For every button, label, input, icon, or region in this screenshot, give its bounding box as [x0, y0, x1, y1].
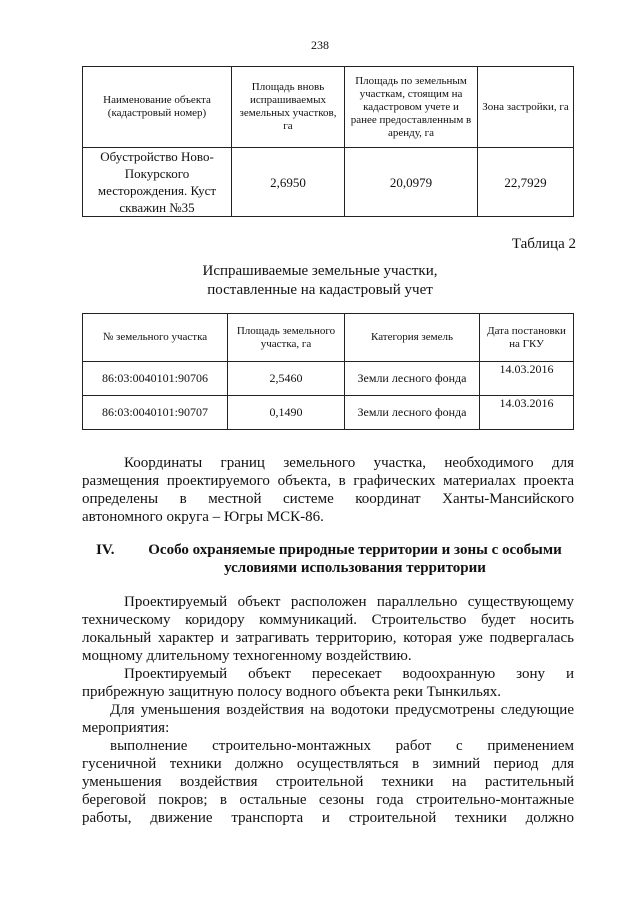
table-header-cell: № земельного участка [83, 314, 228, 362]
land-summary-table [82, 66, 574, 217]
table-title [0, 262, 640, 300]
text-line: автономного округа – Югры МСК-86. [82, 509, 324, 525]
table-header-cell: Площадь по земельным участкам, стоящим на кадастровом учете и ранее предоставленным в аренду, га [345, 67, 478, 148]
text-line: Координаты границ земельного участка, необходимого для [124, 455, 574, 471]
measures-intro-paragraph [82, 701, 574, 737]
table-header-cell: Площадь земельного участка, га [228, 314, 345, 362]
section-number: IV. [96, 542, 115, 558]
table-cell: Земли лесного фонда [345, 362, 480, 396]
table-title-line: поставленные на кадастровый учет [207, 282, 433, 298]
table-caption: Таблица 2 [511, 236, 576, 252]
table-row [83, 148, 574, 217]
table-cell: 14.03.2016 [480, 396, 574, 430]
table-cell: 86:03:0040101:90706 [83, 362, 228, 396]
text-line: определены в местной системе координат Ханты-Мансийского [82, 491, 574, 507]
section-heading [96, 541, 574, 577]
text-line: мощному длительному техногенному воздействию. [82, 648, 412, 664]
measures-paragraph [82, 737, 574, 827]
page-number: 238 [311, 38, 329, 52]
table-header-cell: Наименование объекта (кадастровый номер) [83, 67, 232, 148]
text-line: Для уменьшения воздействия на водотоки предусмотрены следующие [110, 702, 574, 718]
text-line: уменьшения воздействия строительной техники на растительный [82, 774, 574, 790]
table-cell: 0,1490 [228, 396, 345, 430]
table-row [83, 362, 574, 396]
table-header-cell: Зона застройки, га [478, 67, 574, 148]
section-title: Особо охраняемые природные территории и зоны с особыми условиями использования территории [148, 542, 562, 576]
text-line: Проектируемый объект пересекает водоохранную зону и [124, 666, 574, 682]
registered-plots-table [82, 313, 574, 430]
table-header-row [83, 314, 574, 362]
text-line: работы, движение транспорта и строительной техники должно [82, 810, 574, 826]
text-line: береговой покров; в остальные сезоны года строительно-монтажные [82, 792, 574, 808]
text-line: прибрежную защитную полосу водного объекта реки Тынкильях. [82, 684, 501, 700]
text-line: локальный характер и затрагивать территорию, которая уже подвергалась [82, 630, 574, 646]
table-cell: Обустройство Ново-Покурского месторождения. Куст скважин №35 [83, 148, 232, 217]
table-title-line: Испрашиваемые земельные участки, [202, 263, 438, 279]
coordinates-paragraph [82, 454, 574, 526]
table-header-row [83, 67, 574, 148]
table-cell: 2,6950 [232, 148, 345, 217]
table-cell: 86:03:0040101:90707 [83, 396, 228, 430]
table-row [83, 396, 574, 430]
text-line: техническому коридору коммуникаций. Строительство будет носить [82, 612, 574, 628]
water-zone-paragraph [82, 665, 574, 701]
table-cell: 20,0979 [345, 148, 478, 217]
table-header-cell: Площадь вновь испрашиваемых земельных участков, га [232, 67, 345, 148]
table-cell: 2,5460 [228, 362, 345, 396]
table-header-cell: Категория земель [345, 314, 480, 362]
text-line: выполнение строительно-монтажных работ с применением [110, 738, 574, 754]
text-line: гусеничной техники должно осуществляться в зимний период для [82, 756, 574, 772]
object-location-paragraph [82, 593, 574, 665]
table-header-cell: Дата постановки на ГКУ [480, 314, 574, 362]
text-line: размещения проектируемого объекта, в графических материалах проекта [82, 473, 574, 489]
text-line: мероприятия: [82, 720, 170, 736]
table-cell: Земли лесного фонда [345, 396, 480, 430]
table-cell: 22,7929 [478, 148, 574, 217]
text-line: Проектируемый объект расположен параллельно существующему [124, 594, 574, 610]
table-cell: 14.03.2016 [480, 362, 574, 396]
